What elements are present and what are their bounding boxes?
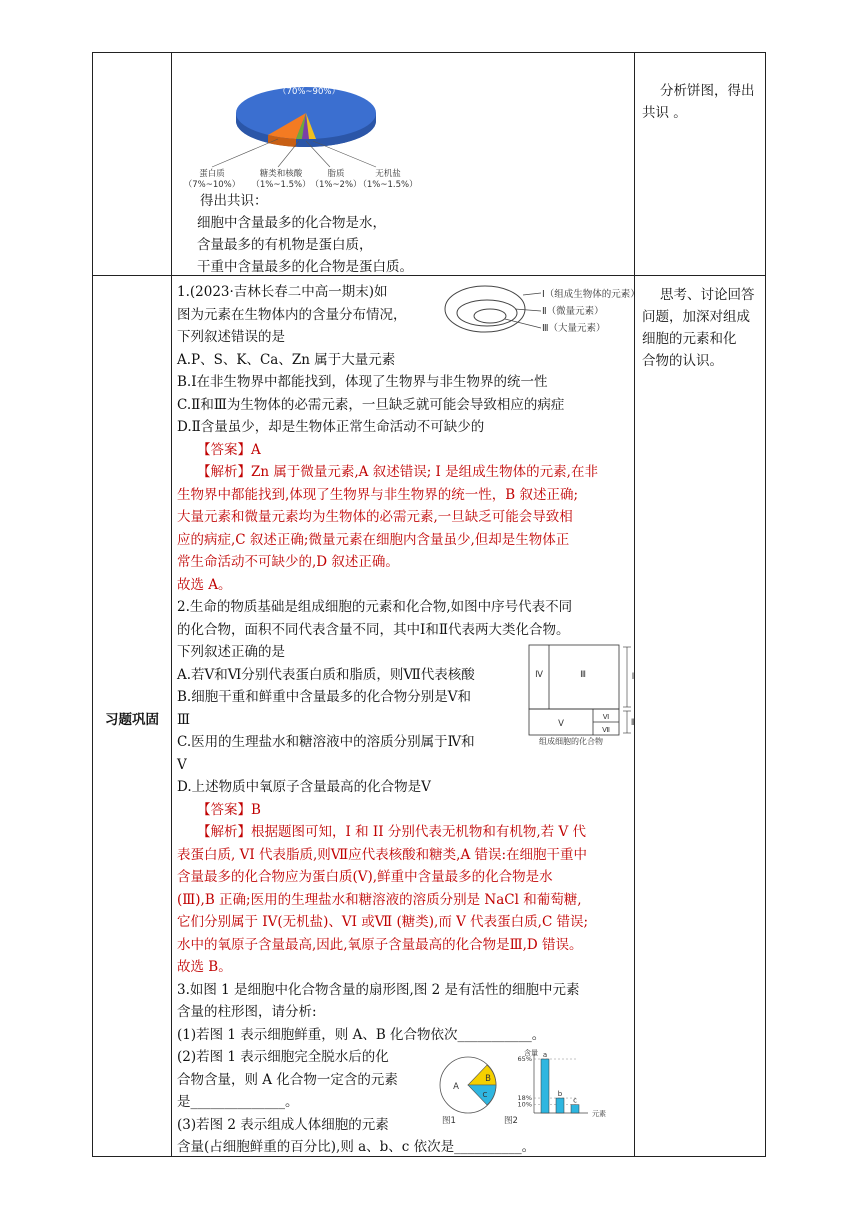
row2-side-line-3: 细胞的元素和化 <box>642 331 737 347</box>
diagram-IV: Ⅳ <box>535 670 543 680</box>
q3-line-1: 3.如图 1 是细胞中化合物含量的扇形图,图 2 是有活性的细胞中元素 <box>177 982 580 998</box>
pie-protein-label: 蛋白质 <box>199 169 225 179</box>
q1-option-a: A.P、S、K、Ca、Zn 属于大量元素 <box>177 352 396 368</box>
diagram-I: Ⅰ <box>631 672 635 682</box>
pie-salt-pct: （1%~1.5%） <box>358 180 418 190</box>
pie-water-label: 水 <box>304 76 314 86</box>
compound-pie-chart <box>183 55 438 193</box>
q2-analysis-3: 含量最多的化合物应为蛋白质(Ⅴ),鲜重中含量最多的化合物是水 <box>177 869 553 885</box>
q1-analysis-3: 大量元素和微量元素均为生物体的必需元素,一旦缺乏可能会导致相 <box>177 509 573 525</box>
q1-element-diagram <box>443 283 638 339</box>
q2-line-2: 的化合物，面积不同代表含量不同，其中Ⅰ和Ⅱ代表两大类化合物。 <box>177 622 570 638</box>
q1-line-2: 图为元素在生物体内的含量分布情况， <box>177 307 407 323</box>
row-divider <box>93 275 765 276</box>
fig2-tick-10: 10% <box>517 1100 532 1109</box>
q1-analysis-5: 常生命活动不可缺少的,D 叙述正确。 <box>177 554 399 570</box>
q1-option-c: C.Ⅱ和Ⅲ为生物体的必需元素，一旦缺乏就可能会导致相应的病症 <box>177 397 565 413</box>
fig1-label-b: B <box>485 1074 491 1084</box>
fig1-caption: 图1 <box>442 1116 456 1126</box>
pie-salt-label: 无机盐 <box>375 169 401 179</box>
q1-answer: 【答案】A <box>197 442 261 458</box>
fig1-label-c: C <box>482 1091 488 1099</box>
diagram-VII: Ⅶ <box>602 726 610 734</box>
q1-analysis-4: 应的病症,C 叙述正确;微量元素在细胞内含量虽少,但却是生物体正 <box>177 532 570 548</box>
q2-compound-diagram <box>527 645 639 745</box>
pie-sugar-pct: （1%~1.5%） <box>251 180 311 190</box>
q3-line-2: 含量的柱形图，请分析: <box>177 1004 317 1020</box>
q1-line-1: 1.(2023·吉林长春二中高一期末)如 <box>177 284 388 300</box>
q3-part-3-cont: 含量(占细胞鲜重的百分比),则 a、b、c 依次是__________。 <box>177 1139 536 1155</box>
consensus-line-2: 含量最多的有机物是蛋白质， <box>197 237 373 253</box>
diagram-caption: 组成细胞的化合物 <box>539 737 603 746</box>
row2-side-line-1: 思考、讨论回答 <box>660 287 755 303</box>
q1-option-d: D.Ⅱ含量虽少，却是生物体正常生命活动不可缺少的 <box>177 419 485 435</box>
fig2-tick-65: 65% <box>517 1055 532 1063</box>
q3-figures <box>438 1049 628 1125</box>
consensus-line-1: 细胞中含量最多的化合物是水， <box>197 215 386 231</box>
diagram-label-II: Ⅱ（微量元素） <box>542 306 604 317</box>
pie-protein-pct: （7%~10%） <box>183 180 241 190</box>
row1-side-line-1: 分析饼图，得出 <box>660 83 755 99</box>
row2-side-line-2: 问题，加深对组成 <box>642 309 750 325</box>
q1-analysis-2: 生物界中都能找到,体现了生物界与非生物界的统一性，B 叙述正确; <box>177 487 579 503</box>
q2-option-a: A.若Ⅴ和Ⅵ分别代表蛋白质和脂质，则Ⅶ代表核酸 <box>177 667 475 683</box>
fig1-slice-b <box>468 1065 496 1085</box>
q3-part-2-blank: 是______________。 <box>177 1094 299 1110</box>
fig2-bar-c <box>571 1105 579 1113</box>
diagram-II: Ⅱ <box>630 718 636 728</box>
row2-side-line-4: 合物的认识。 <box>642 353 723 369</box>
row1-side-line-2: 共识 。 <box>642 105 687 121</box>
fig2-bar-b <box>556 1098 564 1113</box>
q2-analysis-4: (Ⅲ),B 正确;医用的生理盐水和糖溶液的溶质分别是 NaCl 和葡萄糖, <box>177 892 582 908</box>
q2-analysis-1: 【解析】根据题图可知，I 和 II 分别代表无机物和有机物,若 V 代 <box>197 824 586 840</box>
q2-analysis-7: 故选 B。 <box>177 959 232 975</box>
fig2-tick-18: 18% <box>517 1094 532 1103</box>
fig2-bar-label-c: c <box>573 1096 577 1105</box>
q3-part-2-cont: 合物含量，则 A 化合物一定含的元素 <box>177 1072 398 1088</box>
q3-part-1: (1)若图 1 表示细胞鲜重，则 A、B 化合物依次___________。 <box>177 1027 546 1043</box>
pie-lipid-label: 脂质 <box>327 169 345 179</box>
fig1-label-a: A <box>453 1082 459 1092</box>
row-label-practice: 习题巩固 <box>105 712 159 728</box>
q2-analysis-2: 表蛋白质, VI 代表脂质,则Ⅶ应代表核酸和糖类,A 错误:在细胞干重中 <box>177 847 588 863</box>
fig2-bar-label-a: a <box>542 1051 548 1059</box>
q2-option-b: B.细胞干重和鲜重中含量最多的化合物分别是Ⅴ和 <box>177 689 471 705</box>
fig2-ylabel: 含量 <box>524 1049 538 1057</box>
consensus-line-3: 干重中含量最多的化合物是蛋白质。 <box>197 259 413 275</box>
diagram-V: Ⅴ <box>558 719 564 729</box>
pie-water-pct: （70%~90%） <box>278 87 340 97</box>
q3-part-3: (3)若图 2 表示组成人体细胞的元素 <box>177 1117 389 1133</box>
q2-option-b-cont: Ⅲ <box>177 712 191 728</box>
q2-option-c: C.医用的生理盐水和糖溶液中的溶质分别属于Ⅳ和 <box>177 734 475 750</box>
lesson-table <box>92 52 766 1157</box>
diagram-VI: Ⅵ <box>602 713 610 721</box>
fig2-xlabel: 元素 <box>592 1110 606 1118</box>
diagram-label-I: Ⅰ（组成生物体的元素） <box>542 289 640 300</box>
diagram-III: Ⅲ <box>580 670 586 680</box>
diagram-label-III: Ⅲ（大量元素） <box>542 323 606 334</box>
pie-lipid-pct: （1%~2%） <box>310 180 362 190</box>
q1-analysis-1: 【解析】Zn 属于微量元素,A 叙述错误; I 是组成生物体的元素,在非 <box>197 464 598 480</box>
fig2-caption: 图2 <box>504 1116 518 1126</box>
q1-option-b: B.Ⅰ在非生物界中都能找到，体现了生物界与非生物界的统一性 <box>177 374 548 390</box>
col-divider-1 <box>171 53 172 1156</box>
q2-analysis-5: 它们分别属于 IV(无机盐)、VI 或Ⅶ (糖类),而 V 代表蛋白质,C 错误; <box>177 914 589 930</box>
q2-analysis-6: 水中的氧原子含量最高,因此,氧原子含量最高的化合物是Ⅲ,D 错误。 <box>177 937 583 953</box>
q2-line-3: 下列叙述正确的是 <box>177 644 285 660</box>
fig2-bar-chart <box>504 1048 606 1126</box>
q1-analysis-6: 故选 A。 <box>177 577 232 593</box>
q2-answer: 【答案】B <box>197 802 261 818</box>
fig2-bar-label-b: b <box>557 1090 563 1099</box>
consensus-title: 得出共识： <box>200 193 268 209</box>
q3-part-2: (2)若图 1 表示细胞完全脱水后的化 <box>177 1049 389 1065</box>
q2-option-c-cont: Ⅴ <box>177 757 187 773</box>
q1-line-3: 下列叙述错误的是 <box>177 329 285 345</box>
fig2-bar-a <box>541 1059 549 1113</box>
pie-sugar-label: 糖类和核酸 <box>259 169 303 179</box>
q2-line-1: 2.生命的物质基础是组成细胞的元素和化合物,如图中序号代表不同 <box>177 599 573 615</box>
q2-option-d: D.上述物质中氧原子含量最高的化合物是Ⅴ <box>177 779 431 795</box>
